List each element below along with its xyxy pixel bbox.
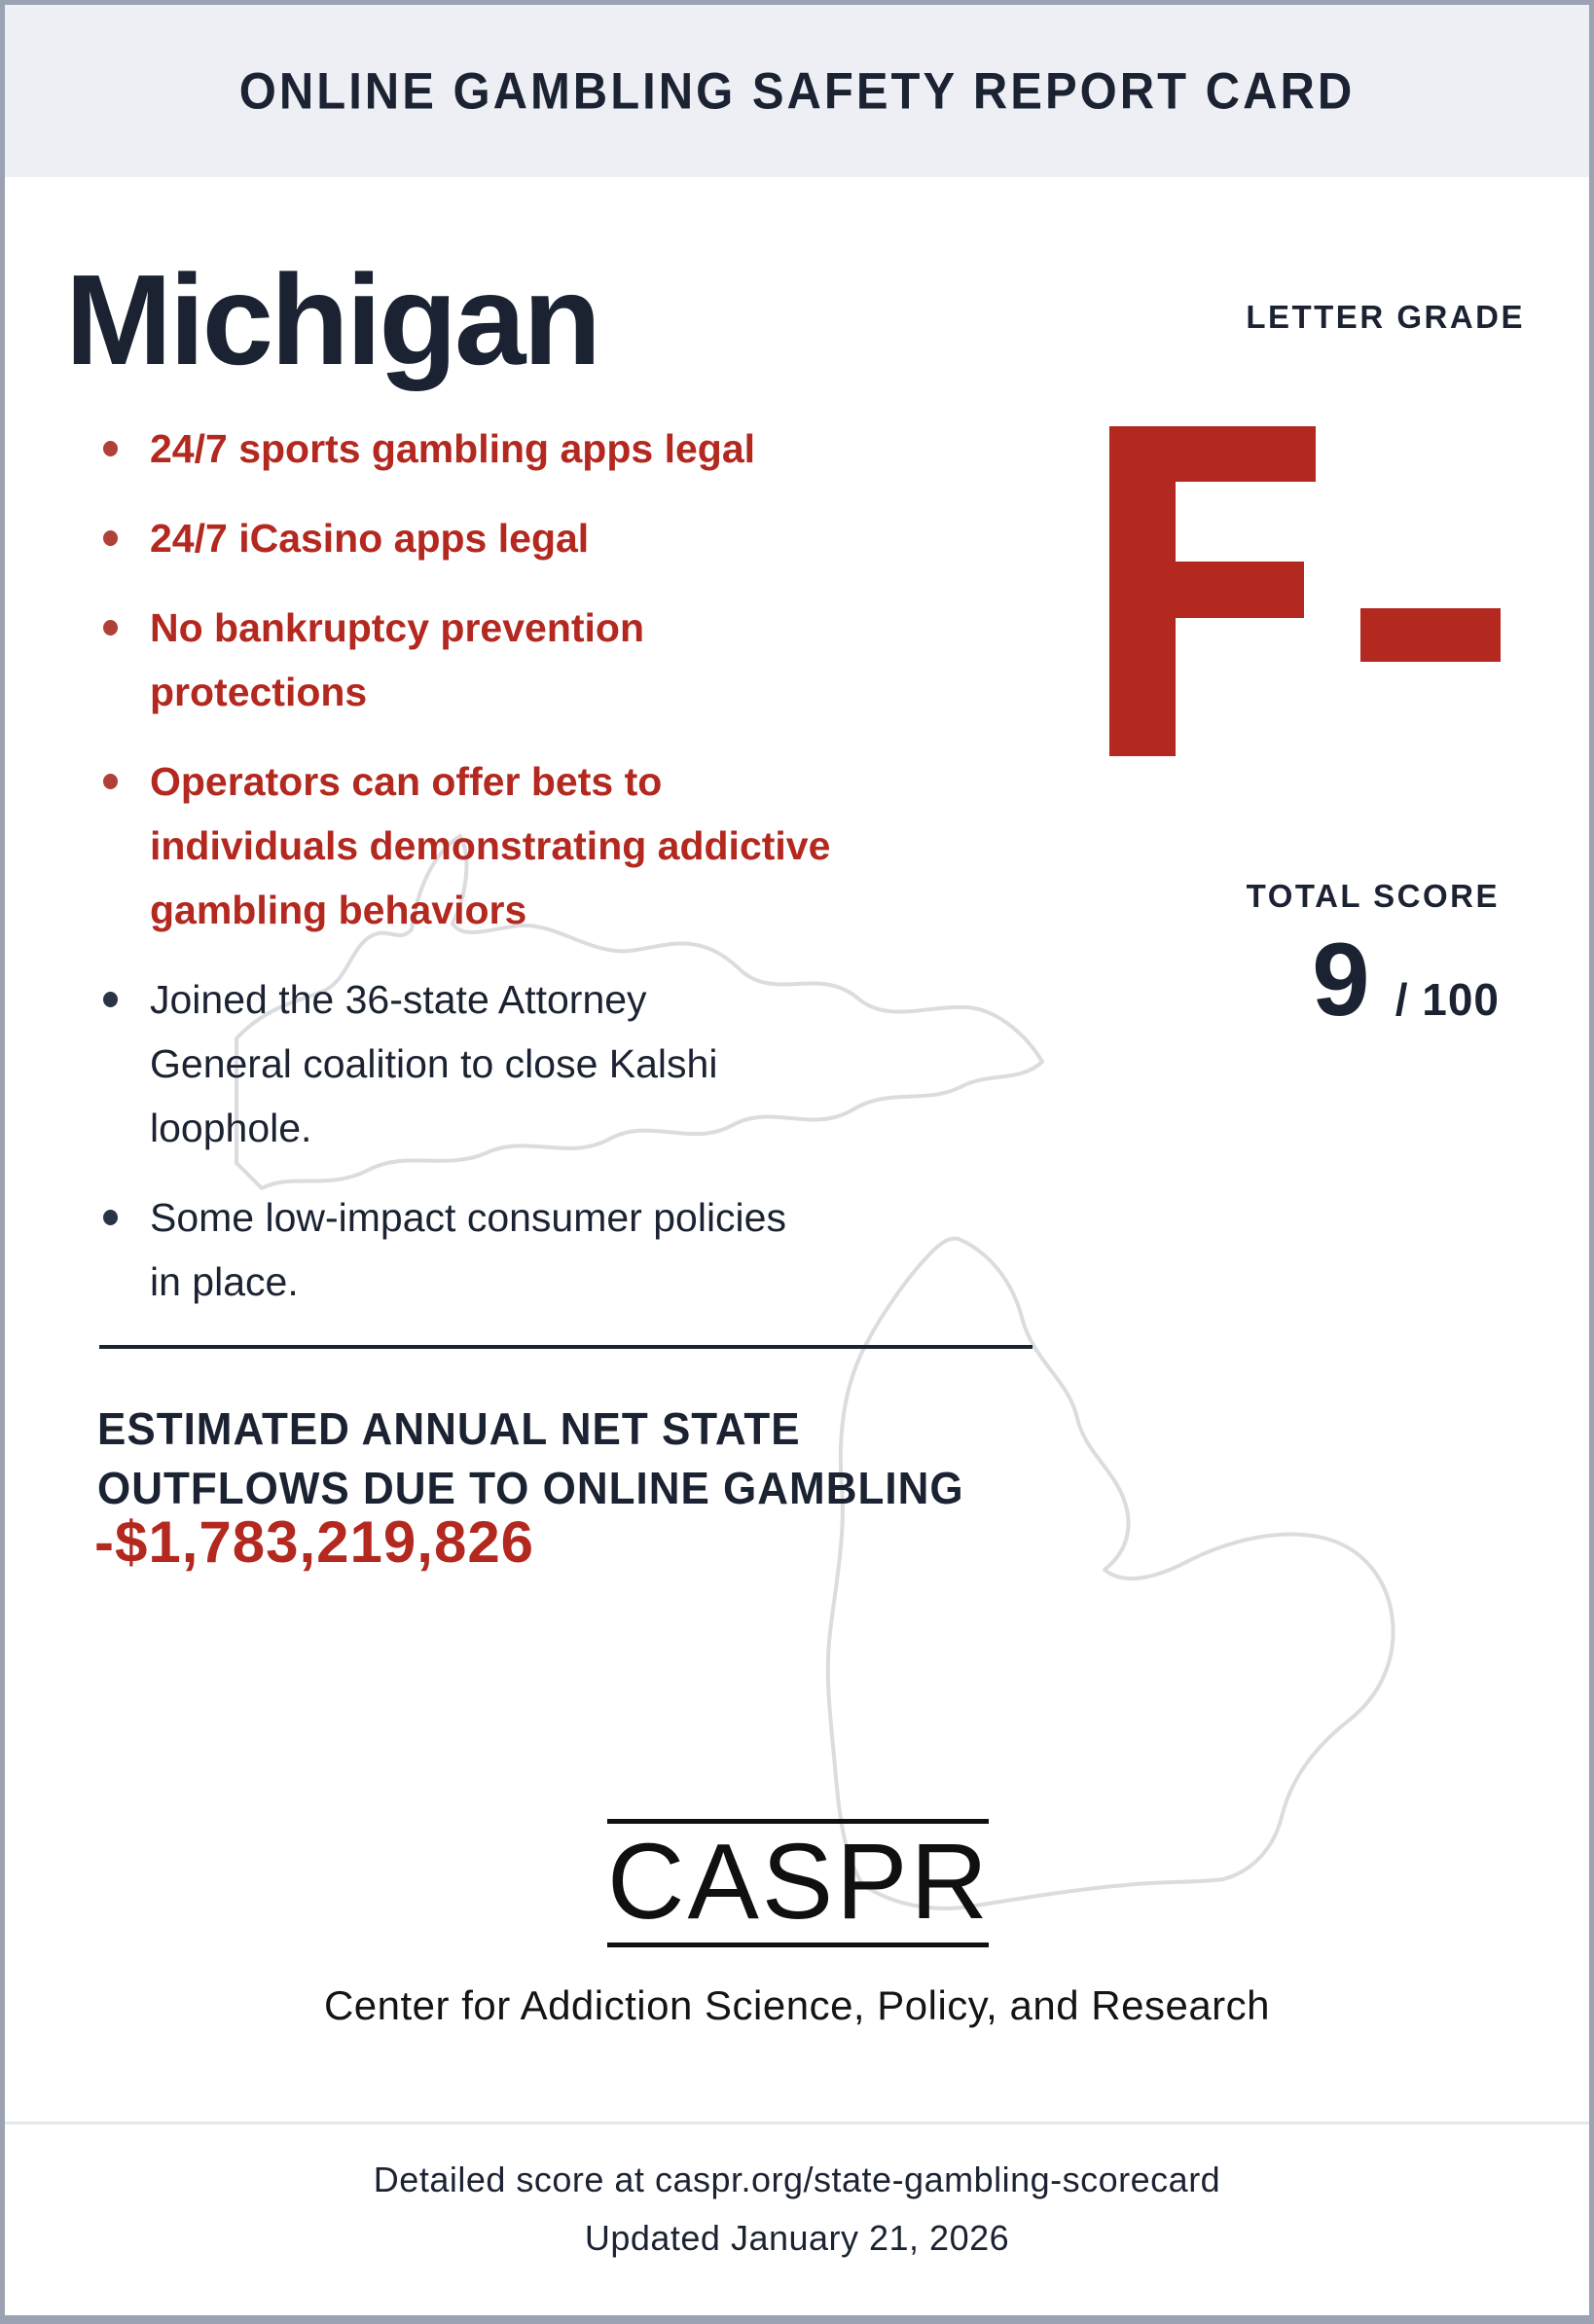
- total-score-value: 9: [1312, 921, 1370, 1037]
- section-divider: [99, 1345, 1032, 1349]
- state-name: Michigan: [65, 248, 599, 391]
- footer-updated-date: Updated January 21, 2026: [584, 2218, 1010, 2258]
- letter-grade-label: LETTER GRADE: [1246, 299, 1525, 335]
- outflows-heading-line2: OUTFLOWS DUE TO ONLINE GAMBLING: [97, 1464, 964, 1514]
- outflows-heading: [97, 1400, 964, 1519]
- total-score-max: / 100: [1395, 974, 1500, 1025]
- letter-grade-mark: [1109, 426, 1501, 756]
- list-item: No bankruptcy prevention protections: [97, 596, 1061, 724]
- list-item: Some low-impact consumer policies in place.: [97, 1185, 1061, 1314]
- page-title: ONLINE GAMBLING SAFETY REPORT CARD: [238, 62, 1356, 120]
- header-band: [5, 5, 1589, 177]
- footer-scorecard-url: Detailed score at caspr.org/state-gambling-scorecard: [373, 2160, 1221, 2199]
- total-score: [1312, 921, 1500, 1037]
- list-item: Joined the 36-state Attorney General coalition to close Kalshi loophole.: [97, 967, 1061, 1160]
- footer-divider: [5, 2122, 1589, 2124]
- outflows-amount: -$1,783,219,826: [94, 1509, 535, 1575]
- total-score-label: TOTAL SCORE: [1246, 878, 1500, 914]
- grade-minus: [1360, 608, 1501, 662]
- caspr-logo-text: CASPR: [607, 1822, 991, 1942]
- grade-f-top-arm: [1109, 426, 1316, 482]
- list-item: Operators can offer bets to individuals demonstrating addictive gambling behaviors: [97, 749, 1061, 942]
- list-item: 24/7 sports gambling apps legal: [97, 417, 1061, 481]
- grade-f-mid-arm: [1109, 562, 1304, 618]
- findings-list: [97, 417, 1061, 1339]
- caspr-logo: [607, 1819, 989, 1947]
- org-name: Center for Addiction Science, Policy, and Research: [323, 1982, 1271, 2028]
- list-item: 24/7 iCasino apps legal: [97, 506, 1061, 570]
- outflows-heading-line1: ESTIMATED ANNUAL NET STATE: [97, 1404, 801, 1455]
